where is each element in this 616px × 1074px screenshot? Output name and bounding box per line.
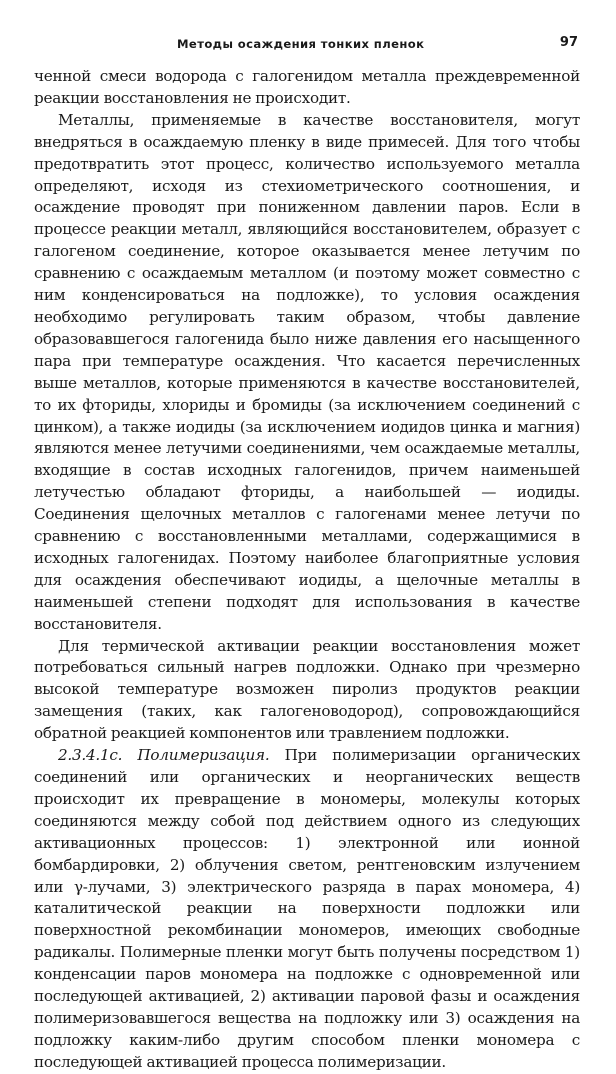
running-title: Методы осаждения тонких пленок (177, 37, 425, 51)
subsection-number: 2.3.4.1с. (58, 746, 123, 765)
paragraph-polymerization (34, 745, 580, 1074)
body-text (34, 66, 580, 1074)
page-header (34, 34, 580, 56)
paragraph-continued: ченной смеси водорода с галогенидом металла преждевременной реакции восстановления не происходит. (34, 67, 580, 107)
subsection-title: Полимеризация. (137, 746, 270, 765)
book-page (34, 34, 581, 1071)
subsection-text: При полимеризации органических соединений или органических и неорганических веществ происходит их превращение в мономеры, молекулы которых соединяются между собой под действием одного из следующих активационных процессов: 1) электронной или ионной бомбардировки, 2) облучения светом, рентгеновским излучением или γ-лучами, 3) электрического разряда в парах мономера, 4) каталитической реакции на поверхности подложки или поверхностной рекомбинации мономеров, имеющих свободные радикалы. Полимерные пленки могут быть получены посредством 1) конденсации паров мономера на подложке с одновременной или последующей активацией, 2) активации паровой фазы и осаждения полимеризовавшегося вещества на подложку или 3) осаждения на подложку каким-либо другим способом пленки мономера с последующей активацией процесса полимеризации. (34, 746, 581, 1071)
paragraph-reducing-metals: Металлы, применяемые в качестве восстановителя, могут внедряться в осаждаемую пленку в виде примесей. Для того чтобы предотвратить этот процесс, количество используемого металла определяют, исходя из стехиометрического соотношения, и осаждение проводят при пониженном давлении паров. Если в процессе реакции металл, являющийся восстановителем, образует с галогеном соединение, которое оказывается менее летучим по сравнению с осаждаемым металлом (и поэтому может совместно с ним конденсироваться на подложке), то условия осаждения необходимо регулировать таким образом, чтобы давление образовавшегося галогенида было ниже давления его насыщенного пара при температуре осаждения. Что касается перечисленных выше металлов, которые применяются в качестве восстановителей, то их фториды, хлориды и бромиды (за исключением соединений с цинком), а также иодиды (за исключением иодидов цинка и магния) являются менее летучими соединениями, чем осаждаемые металлы, входящие в состав исходных галогенидов, причем наименьшей летучестью обладают фториды, а наибольшей — иодиды. Соединения щелочных металлов с галогенами менее летучи по сравнению с восстановленными металлами, содержащимися в исходных галогенидах. Поэтому наиболее благоприятные условия для осаждения обеспечивают иодиды, а щелочные металлы в наименьшей степени подходят для использования в качестве восстановителя. (34, 110, 580, 633)
paragraph-thermal-activation: Для термической активации реакции восстановления может потребоваться сильный нагрев подложки. Однако при чрезмерно высокой температуре возможен пиролиз продуктов реакции замещения (таких, как галогеноводород), сопровождающийся обратной реакцией компонентов или травлением подложки. (34, 636, 580, 743)
page-number: 97 (559, 35, 578, 50)
